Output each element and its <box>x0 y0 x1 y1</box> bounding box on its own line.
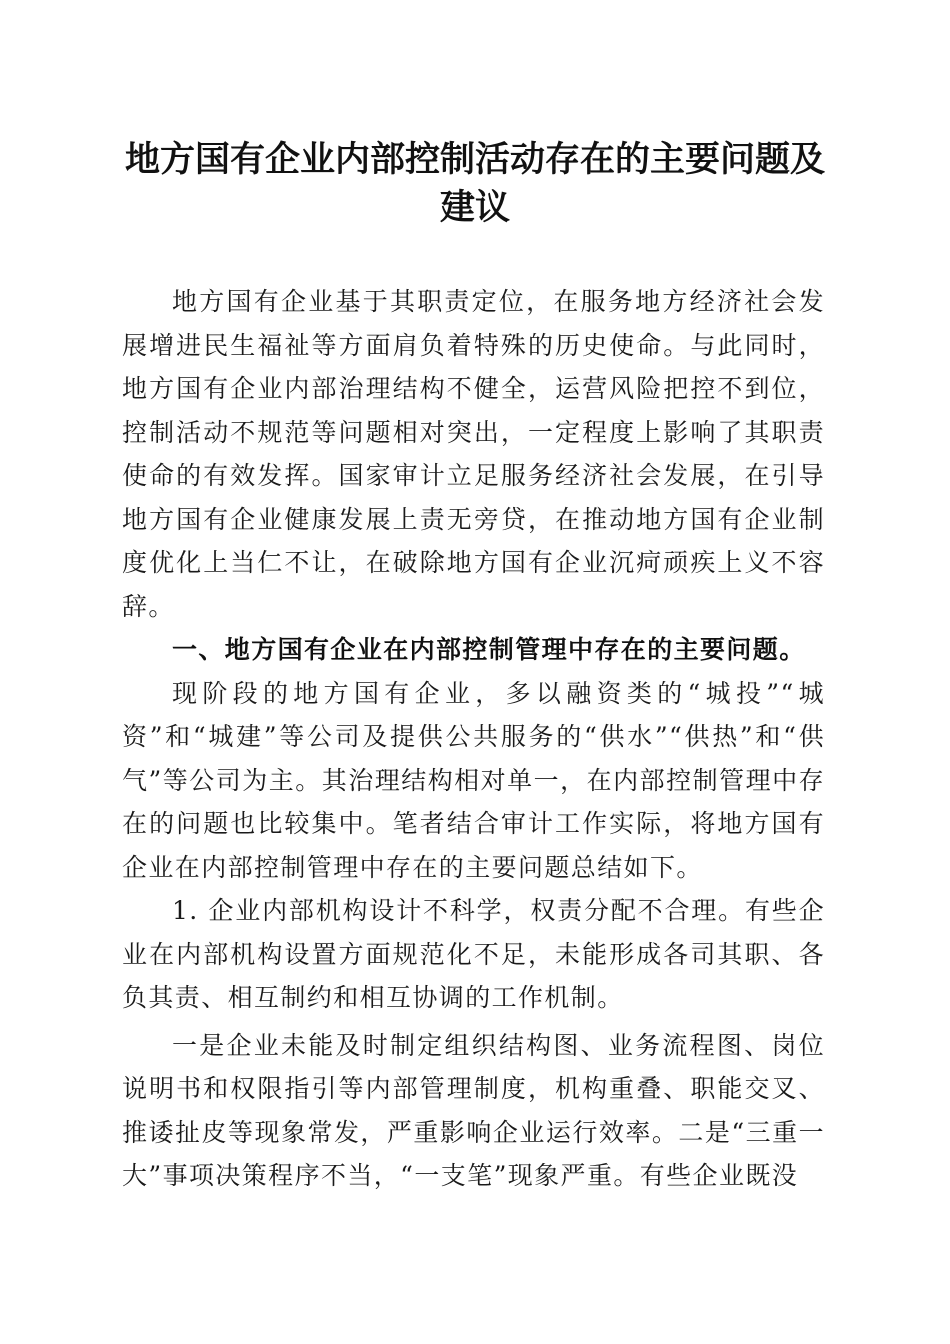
intro-paragraph: 地方国有企业基于其职责定位，在服务地方经济社会发展增进民生福祉等方面肩负着特殊的历史使命。与此同时，地方国有企业内部治理结构不健全，运营风险把控不到位，控制活动不规范等问题相对突出，一定程度上影响了其职责使命的有效发挥。国家审计立足服务经济社会发展，在引导地方国有企业健康发展上责无旁贷，在推动地方国有企业制度优化上当仁不让，在破除地方国有企业沉疴顽疾上义不容辞。 <box>122 287 825 621</box>
point-1-paragraph: 1. 企业内部机构设计不科学，权责分配不合理。有些企业在内部机构设置方面规范化不足，未能形成各司其职、各负其责、相互制约和相互协调的工作机制。 <box>122 896 825 1012</box>
section-1-paragraph: 现阶段的地方国有企业，多以融资类的“城投”“城资”和“城建”等公司及提供公共服务的“供水”“供热”和“供气”等公司为主。其治理结构相对单一，在内部控制管理中存在的问题也比较集中。笔者结合审计工作实际，将地方国有企业在内部控制管理中存在的主要问题总结如下。 <box>122 678 825 882</box>
document-body <box>122 280 825 1198</box>
title-line-1: 地方国有企业内部控制活动存在的主要问题及 <box>124 139 825 180</box>
document-title <box>100 136 850 232</box>
point-1-detail-paragraph: 一是企业未能及时制定组织结构图、业务流程图、岗位说明书和权限指引等内部管理制度，机构重叠、职能交叉、推诿扯皮等现象常发，严重影响企业运行效率。二是“三重一大”事项决策程序不当，“一支笔”现象严重。有些企业既没 <box>122 1030 825 1190</box>
title-line-2: 建议 <box>439 187 510 228</box>
section-heading-1: 一、地方国有企业在内部控制管理中存在的主要问题。 <box>172 635 806 664</box>
